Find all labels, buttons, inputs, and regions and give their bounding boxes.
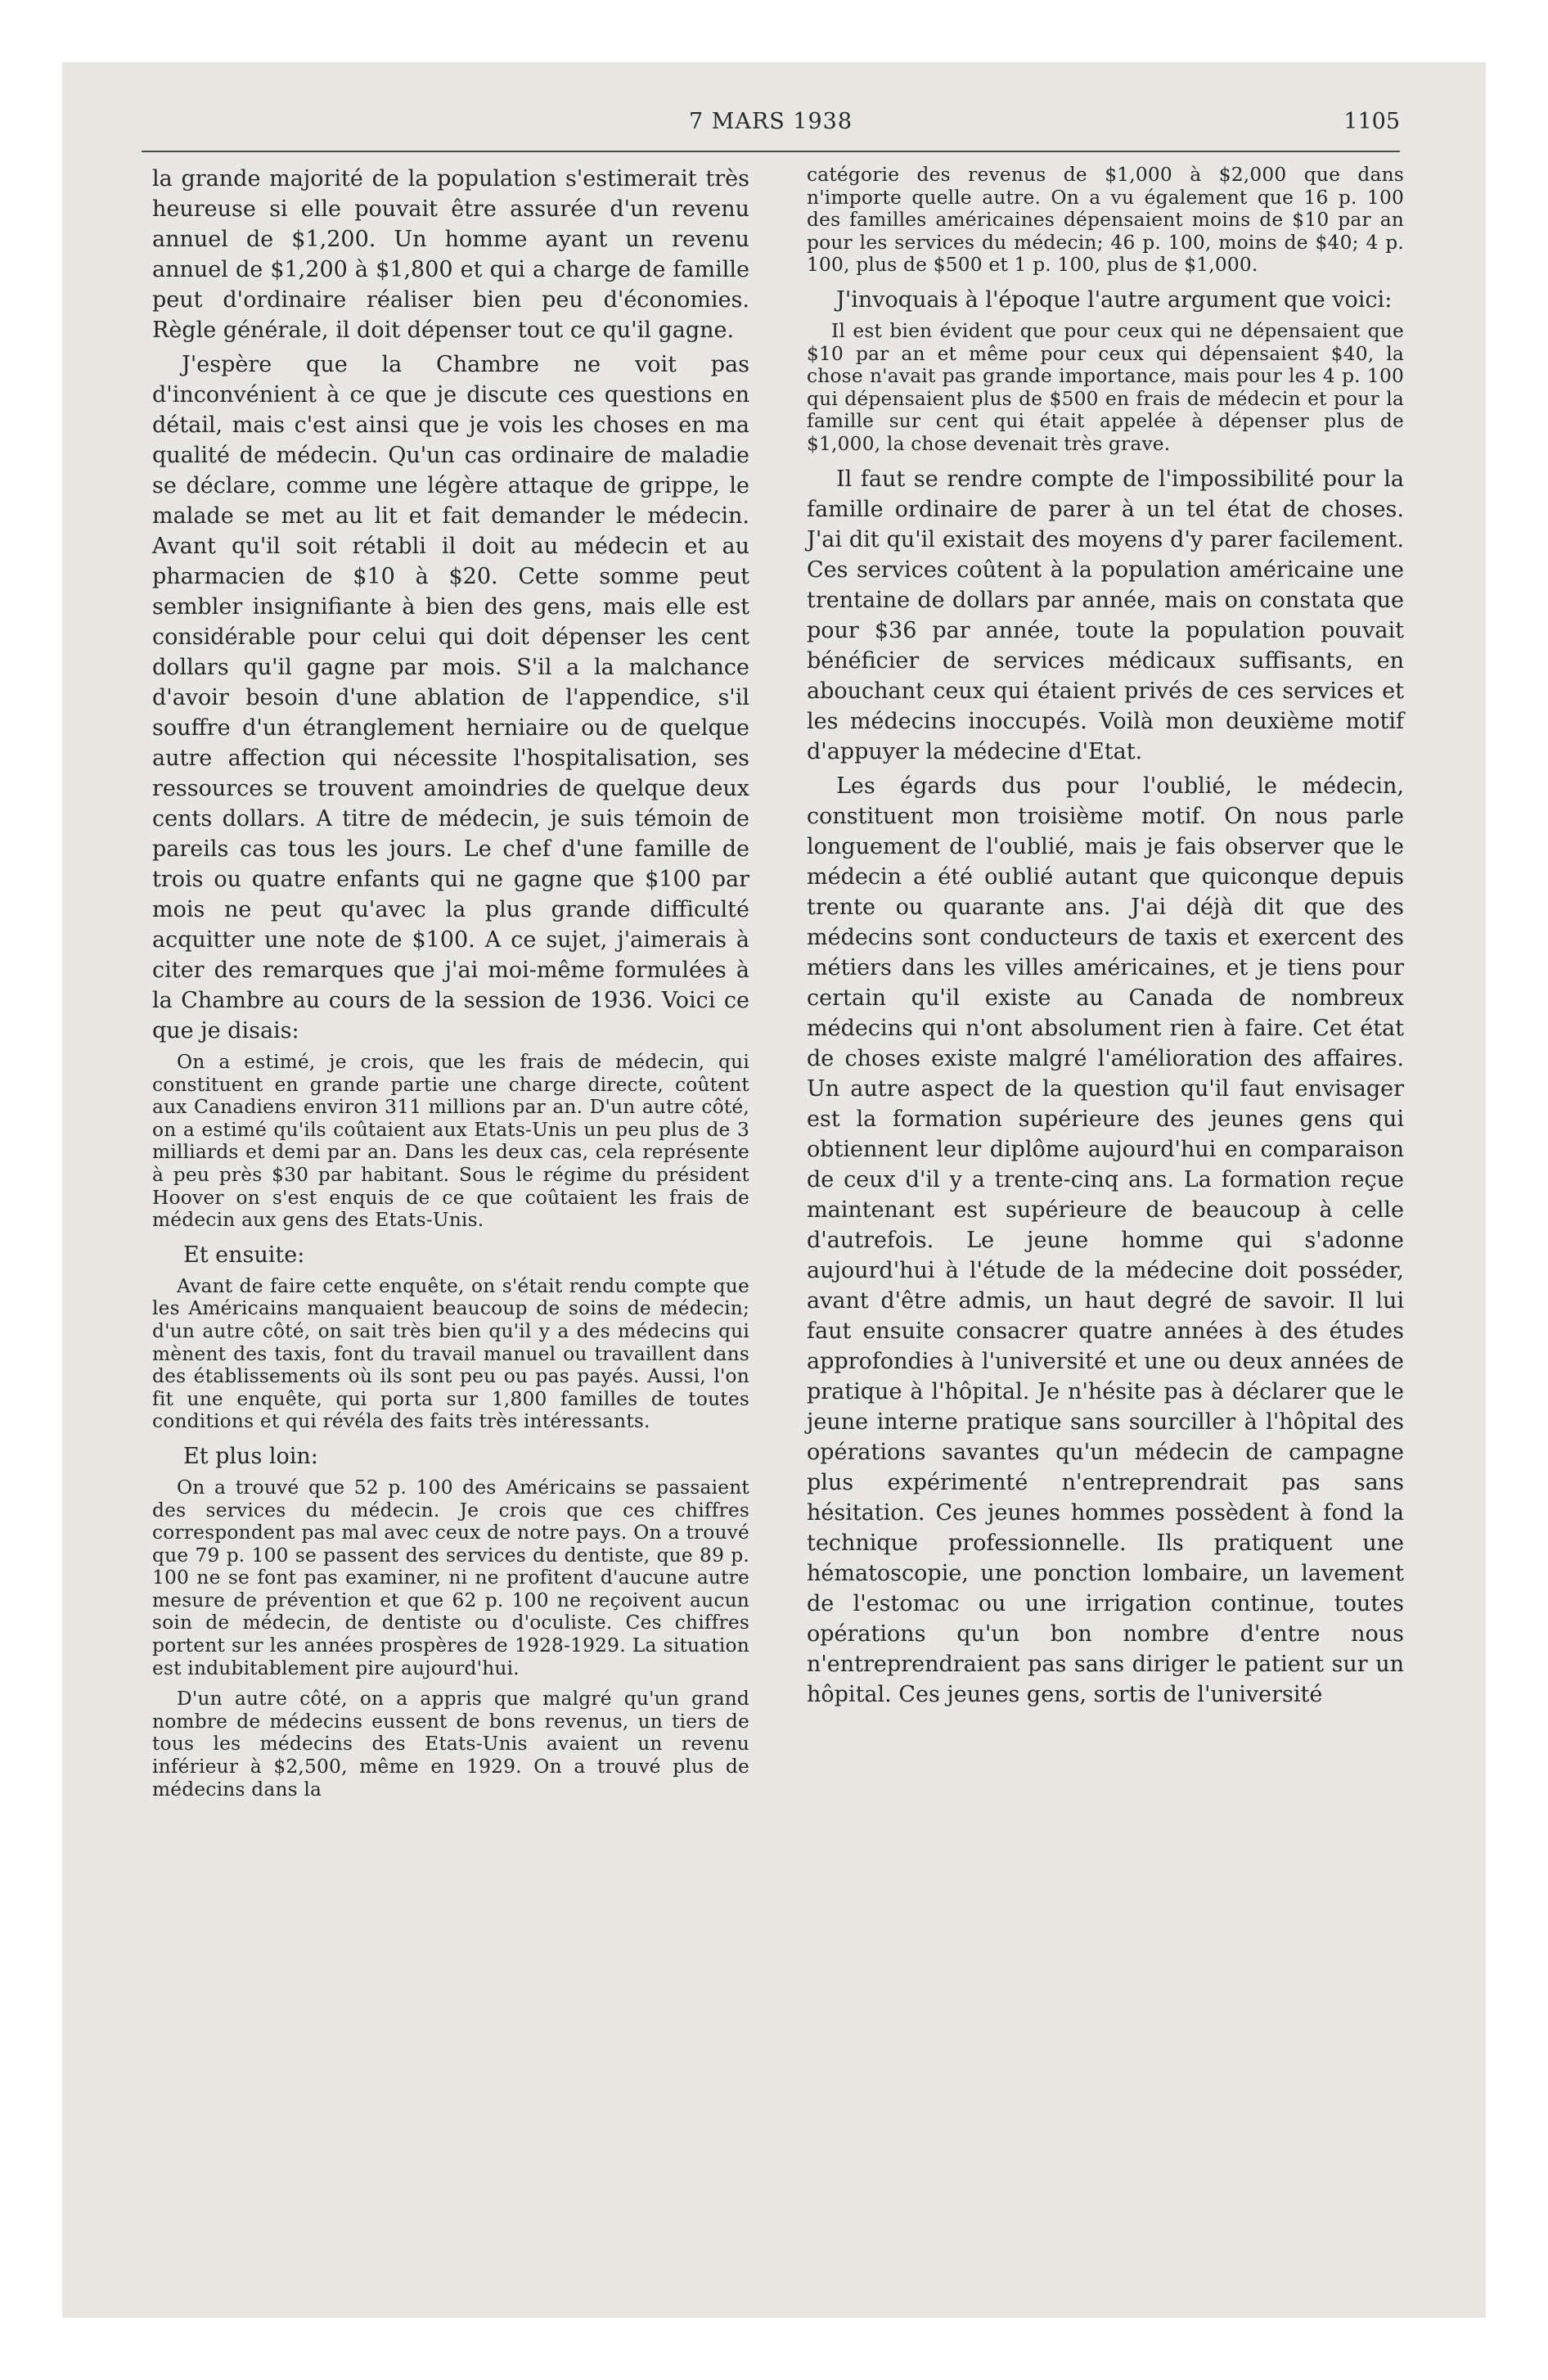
- page-number: 1105: [1343, 109, 1400, 134]
- paragraph: J'invoquais à l'époque l'autre argument que voici:: [836, 286, 1393, 313]
- header-date: 7 MARS 1938: [688, 109, 853, 134]
- quoted-passage: D'un autre côté, on a appris que malgré qu'un grand nombre de médecins eussent de bons revenus, un tiers de tous les médecins des Etats-Unis avaient un revenu inférieur à $2,500, même en 1929. On a trouvé plus de médecins dans la: [152, 1688, 749, 1801]
- quote-intro: Et plus loin:: [183, 1443, 318, 1469]
- quoted-passage: Avant de faire cette enquête, on s'était rendu compte que les Américains manquaient beaucoup de soins de médecin; d'un autre côté, on sait très bien qu'il y a des médecins qui mènent des taxis, font du travail manuel ou travaillent dans des établissements où ils sont peu ou pas payés. Aussi, l'on fit une enquête, qui porta sur 1,800 familles de toutes conditions et qui révéla des faits très intéressants.: [152, 1274, 749, 1433]
- quoted-passage: On a trouvé que 52 p. 100 des Américains se passaient des services du médecin. Je crois que ces chiffres correspondent pas mal avec ceux de notre pays. On a trouvé que 79 p. 100 se passent des services du dentiste, que 89 p. 100 ne se font pas examiner, ni ne profitent d'aucune autre mesure de prévention et que 62 p. 100 ne reçoivent aucun soin de médecin, de dentiste ou d'oculiste. Ces chiffres portent sur les années prospères de 1928-1929. La situation est indubitablement pire aujourd'hui.: [152, 1476, 749, 1679]
- right-column: [807, 164, 1404, 1714]
- paragraph: J'espère que la Chambre ne voit pas d'inconvénient à ce que je discute ces questions en détail, mais c'est ainsi que je vois les choses en ma qualité de médecin. Qu'un cas ordinaire de maladie se déclare, comme une légère attaque de grippe, le malade se met au lit et fait demander le médecin. Avant qu'il soit rétabli il doit au médecin et au pharmacien de $10 à $20. Cette somme peut sembler insignifiante à bien des gens, mais elle est considérable pour celui qui doit dépenser les cent dollars qu'il gagne par mois. S'il a la malchance d'avoir besoin d'une ablation de l'appendice, s'il souffre d'un étranglement herniaire ou de quelque autre affection qui nécessite l'hospitalisation, ses ressources se trouvent amoindries de quelque deux cents dollars. A titre de médecin, je suis témoin de pareils cas tous les jours. Le chef d'une famille de trois ou quatre enfants qui ne gagne que $100 par mois ne peut qu'avec la plus grande difficulté acquitter une note de $100. A ce sujet, j'aimerais à citer des remarques que j'ai moi-même formulées à la Chambre au cours de la session de 1936. Voici ce que je disais:: [152, 352, 749, 1044]
- page-header: [142, 104, 1400, 140]
- header-rule: [142, 151, 1400, 152]
- quoted-passage: catégorie des revenus de $1,000 à $2,000 que dans n'importe quelle autre. On a vu également que 16 p. 100 des familles américaines dépensaient moins de $10 par an pour les services du médecin; 46 p. 100, moins de $40; 4 p. 100, plus de $500 et 1 p. 100, plus de $1,000.: [807, 164, 1404, 277]
- quoted-passage: Il est bien évident que pour ceux qui ne dépensaient que $10 par an et même pour ceux qui dépensaient $40, la chose n'avait pas grande importance, mais pour les 4 p. 100 qui dépensaient plus de $500 en frais de médecin et pour la famille sur cent qui était appelée à dépenser plus de $1,000, la chose devenait très grave.: [807, 319, 1404, 455]
- paragraph: Les égards dus pour l'oublié, le médecin, constituent mon troisième motif. On nous parle longuement de l'oublié, mais je fais observer que le médecin a été oublié autant que quiconque depuis trente ou quarante ans. J'ai déjà dit que des médecins sont conducteurs de taxis et exercent des métiers dans les villes américaines, et je tiens pour certain qu'il existe au Canada de nombreux médecins qui n'ont absolument rien à faire. Cet état de choses existe malgré l'amélioration des affaires. Un autre aspect de la question qu'il faut envisager est la formation supérieure des jeunes gens qui obtiennent leur diplôme aujourd'hui en comparaison de ceux d'il y a trente-cinq ans. La formation reçue maintenant est supérieure de beaucoup à celle d'autrefois. Le jeune homme qui s'adonne aujourd'hui à l'étude de la médecine doit posséder, avant d'être admis, un haut degré de savoir. Il lui faut ensuite consacrer quatre années à des études approfondies à l'université et une ou deux années de pratique à l'hôpital. Je n'hésite pas à déclarer que le jeune interne pratique sans sourciller à l'hôpital des opérations savantes qu'un médecin de campagne plus expérimenté n'entreprendrait pas sans hésitation. Ces jeunes hommes possèdent à fond la technique professionnelle. Ils pratiquent une hématoscopie, une ponction lombaire, un lavement de l'estomac ou une irrigation continue, toutes opérations qu'un bon nombre d'entre nous n'entreprendraient pas sans diriger le patient sur un hôpital. Ces jeunes gens, sortis de l'université: [807, 773, 1404, 1707]
- paragraph: Il faut se rendre compte de l'impossibilité pour la famille ordinaire de parer à un tel état de choses. J'ai dit qu'il existait des moyens d'y parer facilement. Ces services coûtent à la population américaine une trentaine de dollars par année, mais on constata que pour $36 par année, toute la population pouvait bénéficier de services médicaux suffisants, en abouchant ceux qui étaient privés de ces services et les médecins inoccupés. Voilà mon deuxième motif d'appuyer la médecine d'Etat.: [807, 466, 1404, 764]
- quote-intro: Et ensuite:: [183, 1242, 305, 1268]
- paragraph: la grande majorité de la population s'estimerait très heureuse si elle pouvait être assurée d'un revenu annuel de $1,200. Un homme ayant un revenu annuel de $1,200 à $1,800 et qui a charge de famille peut d'ordinaire réaliser bien peu d'économies. Règle générale, il doit dépenser tout ce qu'il gagne.: [152, 166, 749, 343]
- quoted-passage: On a estimé, je crois, que les frais de médecin, qui constituent en grande partie une charge directe, coûtent aux Canadiens environ 311 millions par an. D'un autre côté, on a estimé qu'ils coûtaient aux Etats-Unis un peu plus de 3 milliards et demi par an. Dans les deux cas, cela représente à peu près $30 par habitant. Sous le régime du président Hoover on s'est enquis de ce que coûtaient les frais de médecin aux gens des Etats-Unis.: [152, 1051, 749, 1232]
- left-column: [152, 164, 749, 1809]
